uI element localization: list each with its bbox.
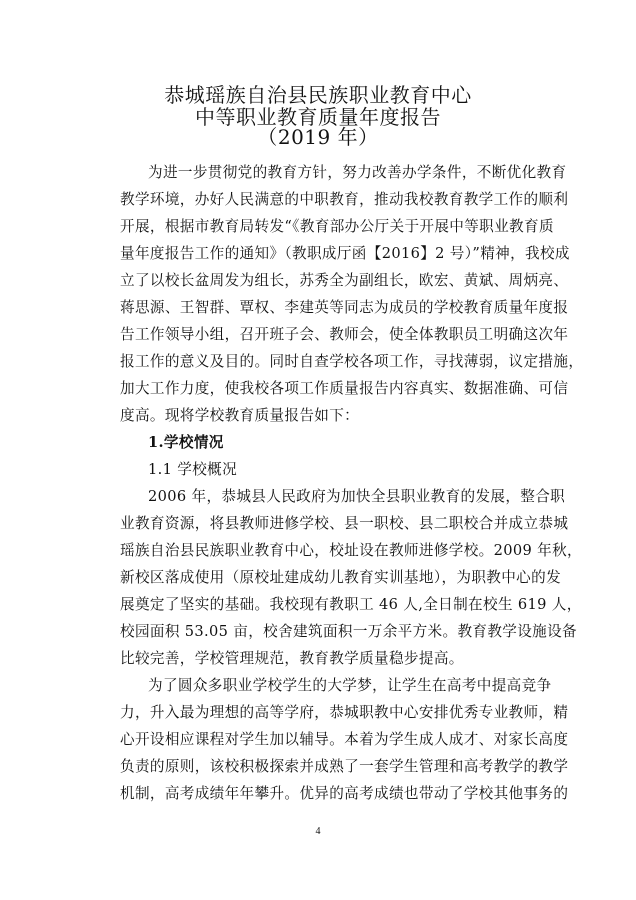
body-line: 教学环境，办好人民满意的中职教育，推动我校教育教学工作的顺利	[120, 191, 569, 208]
body-line: 业教育资源，将县教师进修学校、县一职校、县二职校合并成立恭城	[120, 515, 569, 532]
body-line: 负责的原则，该校积极探索并成熟了一套学生管理和高考教学的教学	[120, 758, 569, 775]
body-line: 开展，根据市教育局转发“《教育部办公厅关于开展中等职业教育质	[120, 218, 554, 235]
body-line: 新校区落成使用（原校址建成幼儿教育实训基地），为职教中心的发	[120, 569, 562, 586]
body-line: 瑶族自治县民族职业教育中心，校址设在教师进修学校。2009 年秋，	[120, 542, 582, 559]
body-line: 心开设相应课程对学生加以辅导。本着为学生成人成才、对家长高度	[120, 731, 569, 748]
body-line: 为了圆众多职业学校学生的大学梦，让学生在高考中提高竞争	[148, 677, 552, 694]
page-number: 4	[315, 826, 321, 837]
body-line: 2006 年，恭城县人民政府为加快全县职业教育的发展，整合职	[148, 488, 566, 505]
body-line: 校园面积 53.05 亩，校舍建筑面积一万余平方米。教育教学设施设备	[120, 623, 577, 640]
body-line: 报工作的意义及目的。同时自查学校各项工作，寻找薄弱，议定措施，	[120, 353, 584, 370]
body-line: 量年度报告工作的通知》（教职成厅函【2016】2 号）”精神，我校成	[120, 245, 570, 262]
body-line: 比较完善，学校管理规范，教育教学质量稳步提高。	[120, 650, 464, 667]
body-line: 度高。现将学校教育质量报告如下：	[120, 407, 360, 424]
section-heading: 1.学校情况	[148, 434, 224, 451]
body-line: 蒋思源、王智群、覃权、李建英等同志为成员的学校教育质量年度报	[120, 299, 569, 316]
report-title-line-3: （2019 年）	[257, 125, 379, 149]
body-line: 机制，高考成绩年年攀升。优异的高考成绩也带动了学校其他事务的	[120, 785, 569, 802]
body-line: 展奠定了坚实的基础。我校现有教职工 46 人,全日制在校生 619 人，	[120, 596, 582, 613]
body-line: 立了以校长盆周发为组长，苏秀全为副组长，欧宏、黄斌、周炳亮、	[120, 272, 569, 289]
body-line: 力，升入最为理想的高等学府，恭城职教中心安排优秀专业教师，精	[120, 704, 569, 721]
body-line: 加大工作力度，使我校各项工作质量报告内容真实、数据准确、可信	[120, 380, 569, 397]
report-title-line-1: 恭城瑶族自治县民族职业教育中心	[164, 83, 472, 107]
report-title-line-2: 中等职业教育质量年度报告	[195, 105, 441, 129]
body-line: 告工作领导小组，召开班子会、教师会，使全体教职员工明确这次年	[120, 326, 569, 343]
subsection-heading: 1.1 学校概况	[148, 461, 238, 478]
body-line: 为进一步贯彻党的教育方针，努力改善办学条件，不断优化教育	[148, 164, 567, 181]
